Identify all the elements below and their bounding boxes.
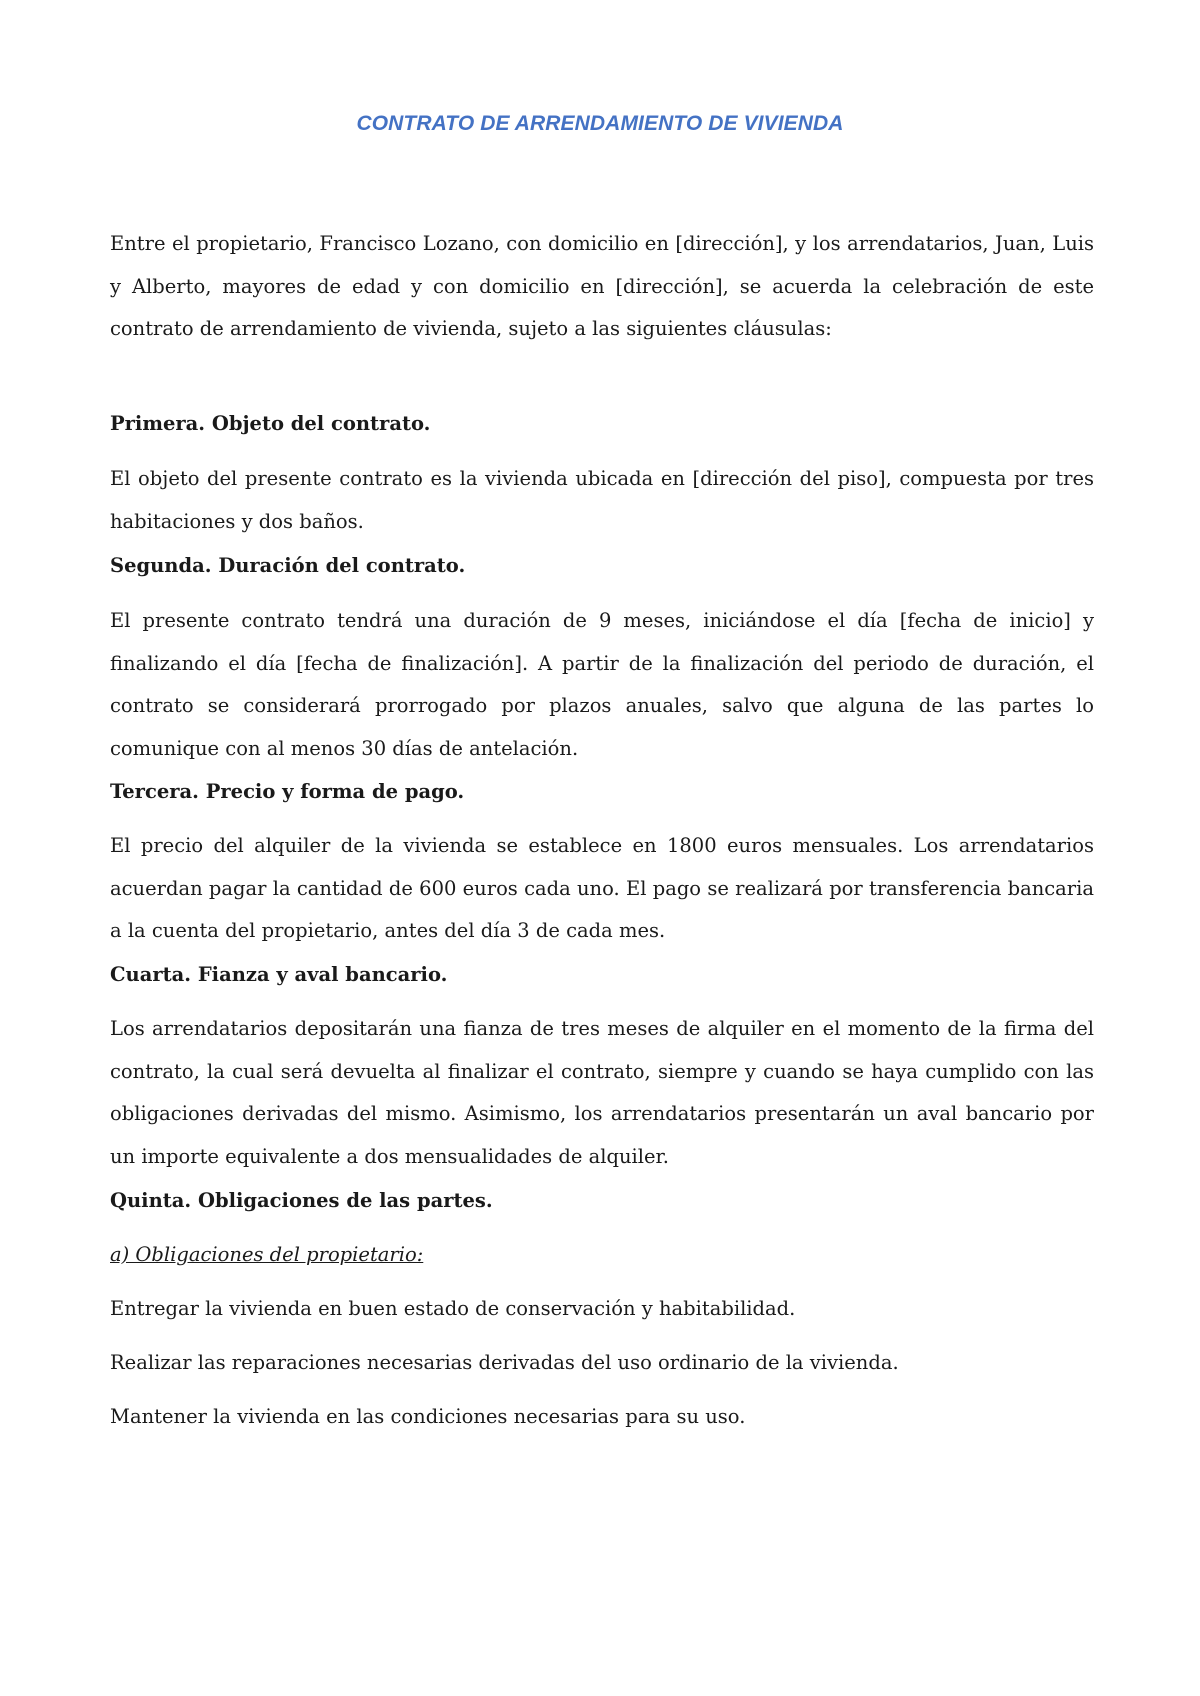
clause-text-primera: El objeto del presente contrato es la vivienda ubicada en [dirección del piso], compuesta por tres habitaciones y dos baños. <box>110 467 1094 533</box>
clause-heading-tercera: Tercera. Precio y forma de pago. <box>110 780 465 803</box>
owner-obligation-item: Realizar las reparaciones necesarias derivadas del uso ordinario de la vivienda. <box>110 1351 899 1374</box>
clause-text-tercera: El precio del alquiler de la vivienda se establece en 1800 euros mensuales. Los arrendatarios acuerdan pagar la cantidad de 600 euros cada uno. El pago se realizará por transferencia bancaria a la cuenta del propietario, antes del día 3 de cada mes. <box>110 834 1094 942</box>
clause-text-segunda: El presente contrato tendrá una duración de 9 meses, iniciándose el día [fecha de inicio] y finalizando el día [fecha de finalización]. A partir de la finalización del periodo de duración, el contrato se considerará prorrogado por plazos anuales, salvo que alguna de las partes lo comunique con al menos 30 días de antelación. <box>110 609 1094 760</box>
clause-heading-cuarta: Cuarta. Fianza y aval bancario. <box>110 963 448 986</box>
intro-paragraph: Entre el propietario, Francisco Lozano, con domicilio en [dirección], y los arrendatarios, Juan, Luis y Alberto, mayores de edad y con domicilio en [dirección], se acuerda la celebración de este contrato de arrendamiento de vivienda, sujeto a las siguientes cláusulas: <box>110 232 1094 340</box>
clause-heading-quinta: Quinta. Obligaciones de las partes. <box>110 1189 493 1212</box>
document-title: CONTRATO DE ARRENDAMIENTO DE VIVIENDA <box>356 112 844 135</box>
clause-heading-primera: Primera. Objeto del contrato. <box>110 412 431 435</box>
clause-text-cuarta: Los arrendatarios depositarán una fianza de tres meses de alquiler en el momento de la firma del contrato, la cual será devuelta al finalizar el contrato, siempre y cuando se haya cumplido con las obligaciones derivadas del mismo. Asimismo, los arrendatarios presentarán un aval bancario por un importe equivalente a dos mensualidades de alquiler. <box>110 1017 1094 1168</box>
owner-obligation-item: Entregar la vivienda en buen estado de conservación y habitabilidad. <box>110 1297 796 1320</box>
clause-heading-segunda: Segunda. Duración del contrato. <box>110 554 466 577</box>
owner-obligation-item: Mantener la vivienda en las condiciones necesarias para su uso. <box>110 1405 746 1428</box>
owner-obligations-subheading: a) Obligaciones del propietario: <box>110 1243 424 1266</box>
